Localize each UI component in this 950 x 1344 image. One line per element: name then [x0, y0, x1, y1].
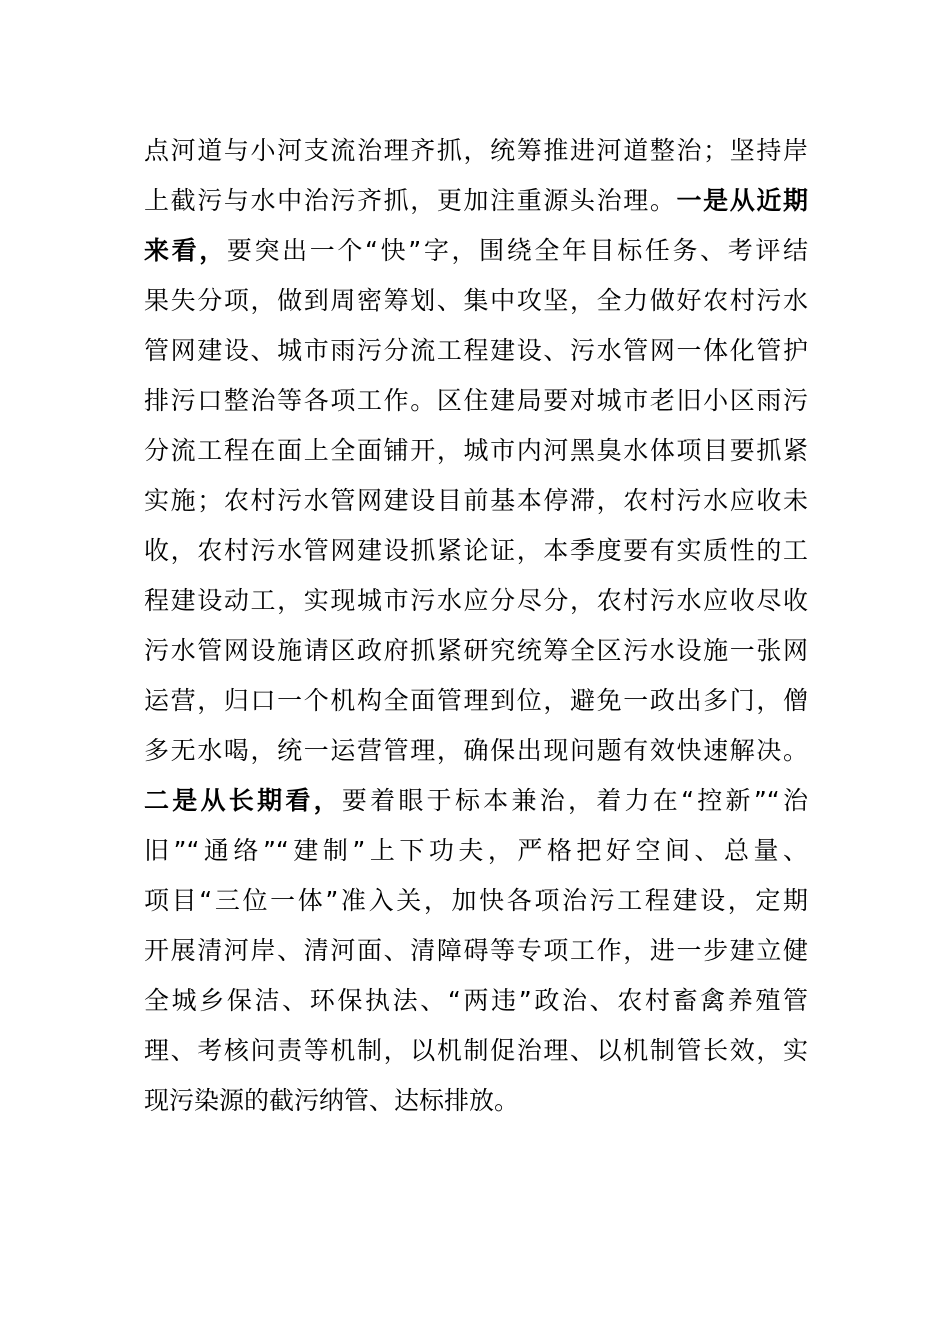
text-line: [144, 676, 808, 726]
text-segment: 收，农村污水管网建设抓紧论证，本季度要有实质性的工: [144, 536, 808, 565]
text-segment: 排污口整治等各项工作。区住建局要对城市老旧小区雨污: [144, 386, 808, 415]
text-line: [144, 726, 808, 776]
text-segment: 分流工程在面上全面铺开，城市内河黑臭水体项目要抓紧: [144, 436, 808, 465]
text-segment: 现污染源的截污纳管、达标排放。: [144, 1086, 520, 1115]
text-line: [144, 826, 808, 876]
text-segment: 项目“三位一体”准入关，加快各项治污工程建设，定期: [144, 886, 808, 915]
text-line: [144, 176, 808, 226]
bold-text-segment: 一是从近期: [676, 186, 808, 215]
text-segment: 多无水喝，统一运营管理，确保出现问题有效快速解决。: [144, 736, 808, 765]
text-segment: 污水管网设施请区政府抓紧研究统筹全区污水设施一张网: [144, 636, 808, 665]
text-segment: 运营，归口一个机构全面管理到位，避免一政出多门，僧: [144, 686, 808, 715]
text-line: [144, 976, 808, 1026]
text-line: [144, 526, 808, 576]
text-line: [144, 1026, 808, 1076]
text-segment: 全城乡保洁、环保执法、“两违”政治、农村畜禽养殖管: [144, 986, 808, 1015]
text-line: [144, 276, 808, 326]
text-segment: 果失分项，做到周密筹划、集中攻坚，全力做好农村污水: [144, 286, 808, 315]
text-line: [144, 326, 808, 376]
text-line: [144, 476, 808, 526]
text-line: [144, 576, 808, 626]
text-segment: 管网建设、城市雨污分流工程建设、污水管网一体化管护: [144, 336, 808, 365]
bold-text-segment: 二是从长期看，: [144, 786, 342, 815]
text-segment: 理、考核问责等机制，以机制促治理、以机制管长效，实: [144, 1036, 808, 1065]
text-segment: 上截污与水中治污齐抓，更加注重源头治理。: [144, 186, 677, 215]
bold-text-segment: 来看，: [144, 236, 227, 265]
body-paragraph: [144, 126, 808, 1126]
text-line: [144, 876, 808, 926]
text-segment: 开展清河岸、清河面、清障碍等专项工作，进一步建立健: [144, 936, 808, 965]
text-line: [144, 1076, 808, 1126]
text-line: [144, 226, 808, 276]
text-line: [144, 776, 808, 826]
text-line: [144, 376, 808, 426]
text-segment: 实施；农村污水管网建设目前基本停滞，农村污水应收未: [144, 486, 808, 515]
text-segment: 程建设动工，实现城市污水应分尽分，农村污水应收尽收: [144, 586, 808, 615]
text-segment: 要着眼于标本兼治，着力在“控新”“治: [341, 786, 808, 815]
text-line: [144, 926, 808, 976]
text-segment: 要突出一个“快”字，围绕全年目标任务、考评结: [226, 236, 808, 265]
text-line: [144, 426, 808, 476]
text-line: [144, 126, 808, 176]
text-segment: 点河道与小河支流治理齐抓，统筹推进河道整治；坚持岸: [144, 136, 808, 165]
text-segment: 旧”“通络”“建制”上下功夫，严格把好空间、总量、: [144, 836, 808, 865]
text-line: [144, 626, 808, 676]
